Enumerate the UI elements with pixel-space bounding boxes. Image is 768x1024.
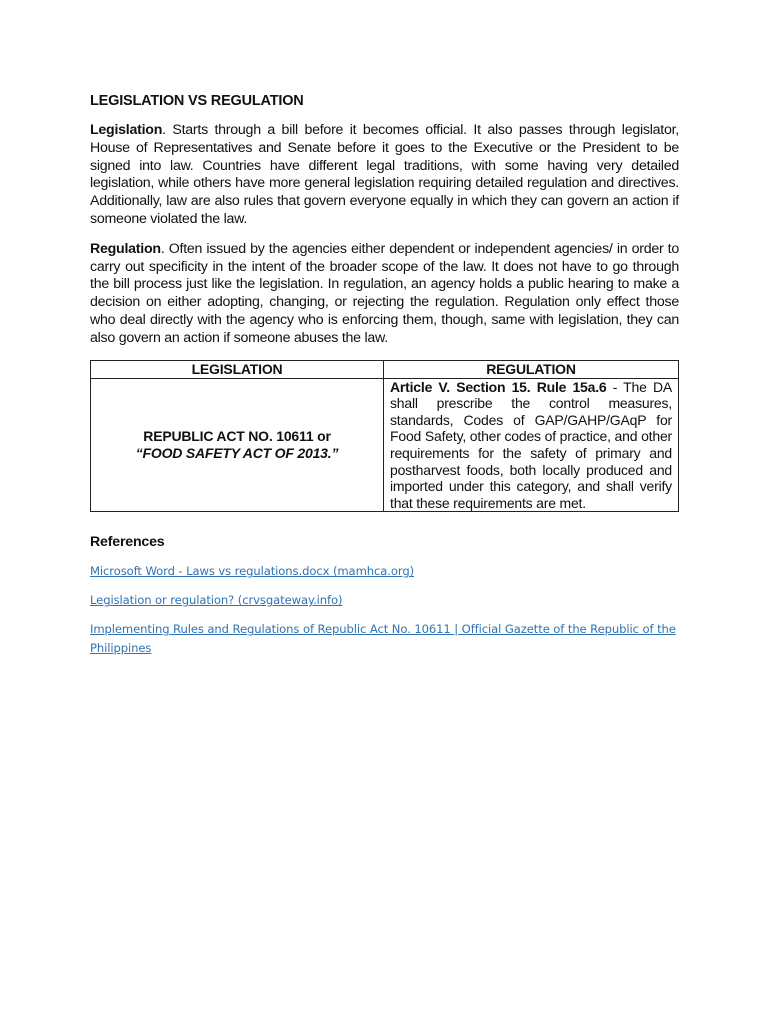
- reference-link-crvsgateway[interactable]: Legislation or regulation? (crvsgateway.info): [90, 593, 343, 608]
- document-title: LEGISLATION VS REGULATION: [90, 93, 304, 109]
- comparison-table: [90, 360, 679, 513]
- regulation-term: Regulation: [90, 240, 161, 257]
- act-name: “FOOD SAFETY ACT OF 2013.”: [135, 444, 339, 461]
- rule-reference: Article V. Section 15. Rule 15a.6: [390, 378, 607, 395]
- regulation-text: . Often issued by the agencies either dependent or independent agencies/ in order to carry out specificity in the intent of the broader scope of the law. It does not have to go through the bill process just like the legislation. In regulation, an agency holds a public hearing to make a decision on either adopting, changing, or rejecting the regulation. Regulation only effect those who deal directly with the agency who is enforcing them, though, same with legislation, they can also govern an action if someone abuses the law.: [90, 240, 679, 346]
- regulation-paragraph: [90, 241, 679, 348]
- references-heading: References: [90, 534, 165, 551]
- reference-link-mamhca[interactable]: Microsoft Word - Laws vs regulations.docx (mamhca.org): [90, 564, 415, 579]
- regulation-cell: [384, 378, 679, 512]
- table-row: [91, 378, 679, 512]
- act-number: REPUBLIC ACT NO. 10611 or: [143, 427, 331, 444]
- legislation-cell: [91, 378, 384, 512]
- header-legislation: LEGISLATION: [91, 360, 384, 378]
- legislation-term: Legislation: [90, 122, 163, 138]
- table-header-row: [91, 360, 679, 378]
- document-body: [90, 92, 679, 668]
- legislation-text: . Starts through a bill before it becomes official. It also passes through legislator, House of Representatives and Senate before it goes to the Executive or the President to be signed into law. Countries have different legal traditions, with some having very detailed legislation, while others have more general legislation requiring detailed regulation and directives. Additionally, law are also rules that govern everyone equally in which they can govern an action if someone violated the law.: [90, 122, 679, 227]
- header-regulation: REGULATION: [384, 360, 679, 378]
- rule-text: - The DA shall prescribe the control measures, standards, Codes of GAP/GAHP/GAqP for Food Safety, other codes of practice, and other requirements for the safety of primary and postharvest foods, both locally produced and imported under this category, and shall verify that these requirements are met.: [390, 378, 672, 511]
- legislation-paragraph: [90, 122, 679, 229]
- reference-link-official-gazette[interactable]: Implementing Rules and Regulations of Republic Act No. 10611 | Official Gazette of the Republic of the Philippines: [90, 622, 676, 656]
